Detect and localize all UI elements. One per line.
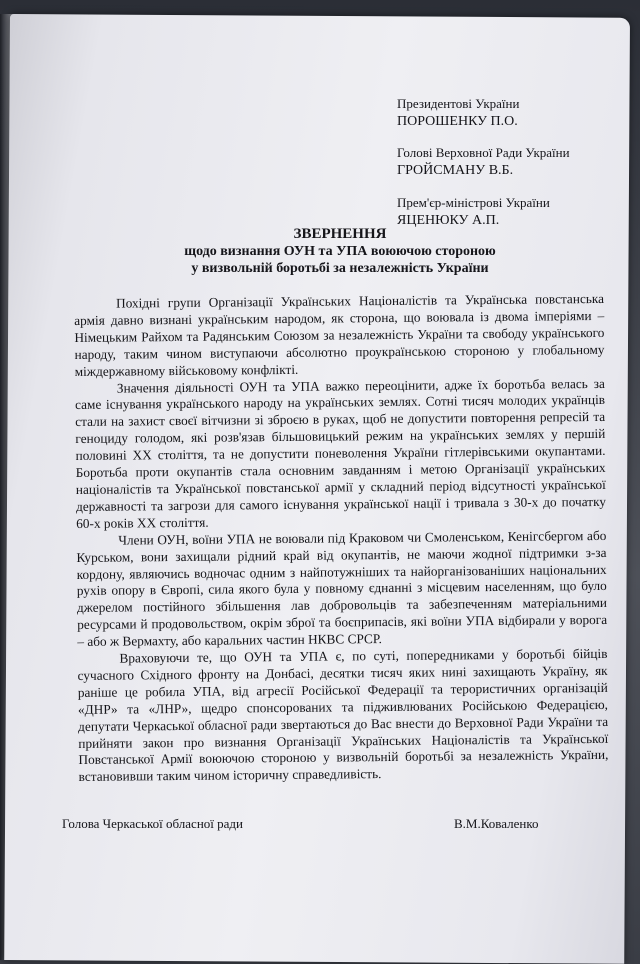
- signature-name: В.М.Коваленко: [454, 816, 539, 831]
- addressee-2-title: Голові Верховної Ради України: [397, 145, 570, 160]
- title-line-2: у визвольній боротьбі за незалежність України: [191, 261, 489, 276]
- paragraph-4: Враховуючи те, що ОУН та УПА є, по суті, попередниками у боротьбі бійців сучасного Східного фронту на Донбасі, десятки тисяч яких нині захищають Україну, як раніше це робила УПА, від агресії Російської Федерації та терористичних організацій «ДНР» та «ЛНР», щедро спонсорованих та підживлюваних Російською Федерацією, депутати Черкаської обласної ради звертаються до Вас внести до Верховної Ради України та прийняти закон про визнання Організації Українських Націоналістів та Української Повстанської Армії воюючою стороною у визвольній боротьбі за незалежність України, встановивши таким чином історичну справедливість.: [77, 645, 609, 785]
- addressee-3-name: ЯЦЕНЮКУ А.П.: [397, 213, 500, 228]
- addressee-2-name: ГРОЙСМАНУ В.Б.: [397, 163, 514, 178]
- addressee-1-title: Президентові України: [397, 96, 520, 111]
- title-line-1: щодо визнання ОУН та УПА воюючою стороною: [184, 244, 496, 259]
- addressee-3-title: Прем'єр-міністрові України: [397, 195, 550, 210]
- paragraph-1: Похідні групи Організації Українських Націоналістів та Українська повстанська армія давно визнані українським народом, як сторона, що воювала із двома імперіями – Німецьким Райхом та Радянським Союзом за незалежність України та свободу українського народу, таким чином виступаючи абсолютно проукраїнською стороною у глобальному міждержавному військовому конфлікті.: [74, 290, 605, 379]
- addressee-1-name: ПОРОШЕНКУ П.О.: [397, 114, 518, 129]
- paragraph-2: Значення діяльності ОУН та УПА важко переоцінити, адже їх боротьба велась за саме існування українського народу на українських землях. Сотні тисяч молодих українців стали на захист своєї вітчизни зі зброєю в руках, щоб не допустити повторення репресій та геноциду голодом, які розв'язав більшовицький режим на українських землях у першій половині XX століття, та не допустити поневолення України гітлерівськими окупантами. Боротьба проти окупантів стала основним завданням і метою Організації українських націоналістів та Української повстанської армії у складний період відсутності української державності та загрози для самого існування української нації і тривала з 30-х до початку 60-х років XX століття.: [74, 375, 607, 531]
- document-body: [74, 291, 609, 786]
- paragraph-3: Члени ОУН, воїни УПА не воювали під Краковом чи Смоленськом, Кенігсбергом або Курськом, вони захищали рідний край від окупантів, не маючи жодної підтримки з-за кордону, являючись водночас одним з найпотужніших та найорганізованіших національних рухів опору в Європі, сила якого була у повному єднанні з місцевим населенням, що було джерелом постійного збільшення лав добровольців та забезпеченням матеріальними ресурсами й продовольством, окрім зброї та боєприпасів, які воїни УПА відбирали у ворога – або ж Вермахту, або каральних частин НКВС СРСР.: [76, 527, 608, 650]
- title-heading: ЗВЕРНЕННЯ: [293, 226, 387, 242]
- signature-position: Голова Черкаської обласної ради: [62, 816, 243, 831]
